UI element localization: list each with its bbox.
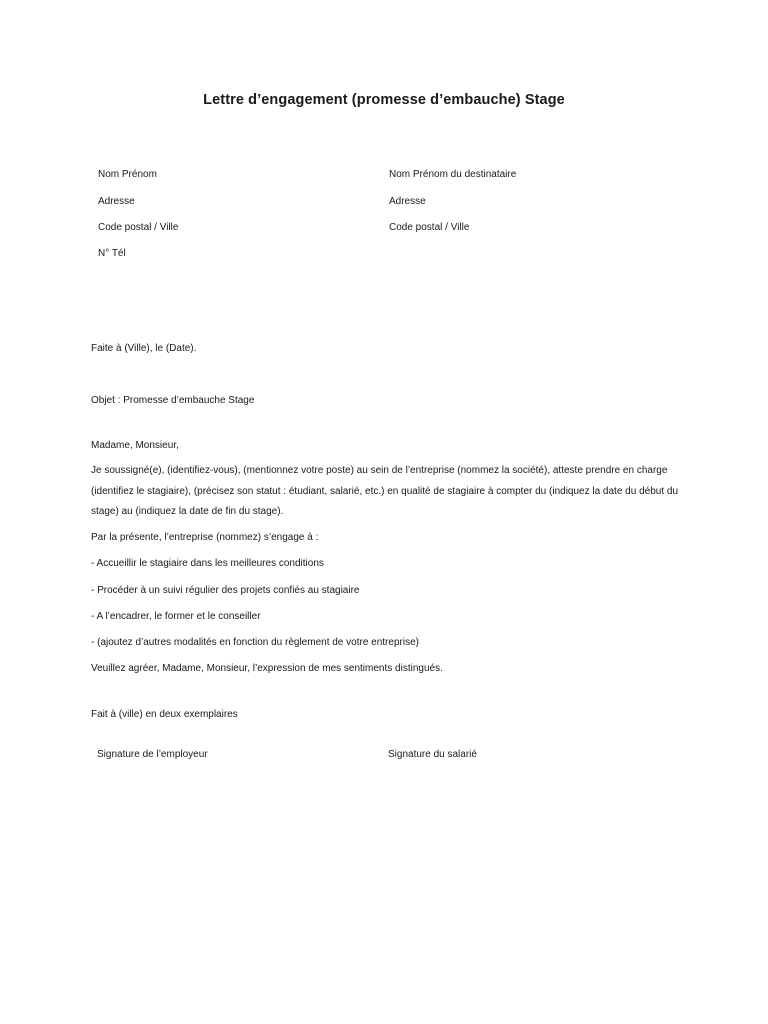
sender-name: Nom Prénom — [98, 169, 157, 180]
sender-city: Code postal / Ville — [98, 222, 179, 233]
copies-note: Fait à (ville) en deux exemplaires — [91, 709, 238, 720]
employee-signature-label: Signature du salarié — [388, 749, 477, 760]
salutation: Madame, Monsieur, — [91, 440, 179, 451]
commitment-item: - A l’encadrer, le former et le conseiller — [91, 611, 261, 622]
employer-signature-label: Signature de l’employeur — [97, 749, 208, 760]
commitment-item: - (ajoutez d’autres modalités en fonction du règlement de votre entreprise) — [91, 637, 419, 648]
place-date: Faite à (Ville), le (Date). — [91, 343, 197, 354]
commitment-intro: Par la présente, l’entreprise (nommez) s’engage à : — [91, 532, 319, 543]
sender-phone: N° Tél — [98, 248, 126, 259]
letter-title: Lettre d’engagement (promesse d’embauche) Stage — [203, 92, 565, 108]
commitment-item: - Accueillir le stagiaire dans les meilleures conditions — [91, 558, 324, 569]
sender-address: Adresse — [98, 196, 135, 207]
subject-line: Objet : Promesse d’embauche Stage — [91, 395, 255, 406]
recipient-name: Nom Prénom du destinataire — [389, 169, 517, 180]
recipient-address: Adresse — [389, 196, 426, 207]
commitment-item: - Procéder à un suivi régulier des projets confiés au stagiaire — [91, 585, 360, 596]
recipient-city: Code postal / Ville — [389, 222, 470, 233]
closing-formula: Veuillez agréer, Madame, Monsieur, l’expression de mes sentiments distingués. — [91, 663, 443, 674]
body-paragraph: Je soussigné(e), (identifiez-vous), (mentionnez votre poste) au sein de l’entreprise (nommez la société), atteste prendre en charge (identifiez le stagiaire), (précisez son statut : étudiant, salarié, etc.) en qualité de stagiaire à compter du (indiquez la date du début du stage) au (indiquez la date de fin du stage). — [91, 465, 679, 517]
